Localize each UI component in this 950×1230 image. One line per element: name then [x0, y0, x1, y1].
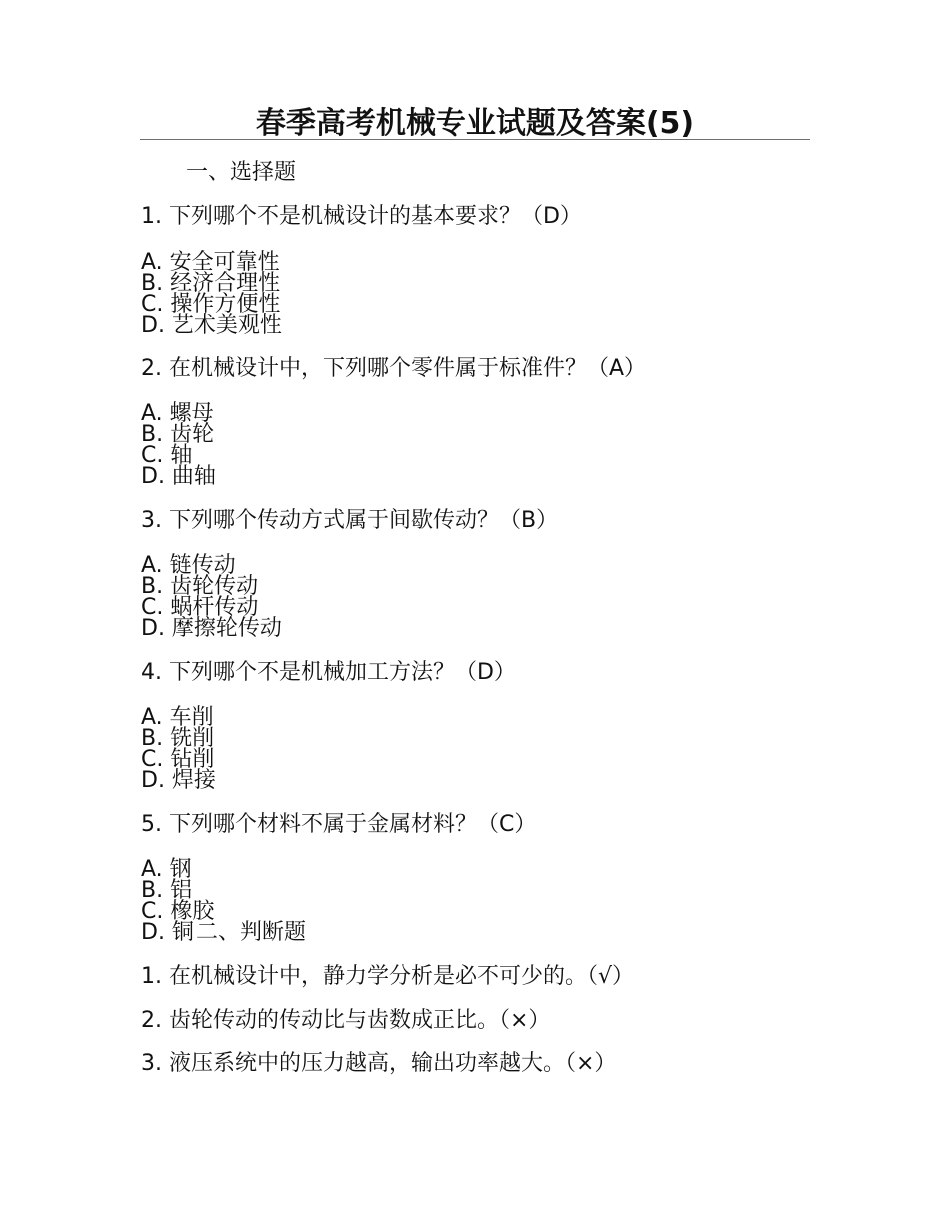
choice-question-2: 2. 在机械设计中，下列哪个零件属于标准件？（A） — [141, 356, 647, 381]
option-d: D. 摩擦轮传动 — [141, 616, 282, 641]
choice-options-5 — [141, 859, 306, 943]
title-underline — [140, 139, 810, 140]
option-c: C. 操作方便性 — [141, 292, 281, 317]
judgement-question-3: 3. 液压系统中的压力越高，输出功率越大。（×） — [141, 1051, 617, 1076]
choice-options-2 — [141, 403, 216, 487]
choice-question-5: 5. 下列哪个材料不属于金属材料？（C） — [141, 812, 537, 837]
option-c: C. 蜗杆传动 — [141, 595, 259, 620]
option-b: B. 齿轮传动 — [141, 574, 259, 599]
option-d — [141, 922, 306, 943]
choice-options-3 — [141, 555, 282, 639]
option-c: C. 橡胶 — [141, 899, 215, 924]
option-d: D. 曲轴 — [141, 464, 216, 489]
option-a: A. 车削 — [141, 705, 214, 730]
judgement-question-2: 2. 齿轮传动的传动比与齿数成正比。（×） — [141, 1008, 551, 1033]
choice-question-1: 1. 下列哪个不是机械设计的基本要求？（D） — [141, 204, 582, 229]
judgement-question-1: 1. 在机械设计中，静力学分析是必不可少的。（√） — [141, 964, 635, 989]
option-a: A. 螺母 — [141, 401, 214, 426]
choice-options-1 — [141, 252, 282, 336]
option-d-text: D. 铜 — [141, 920, 194, 945]
option-a: A. 安全可靠性 — [141, 250, 280, 275]
option-b: B. 铣削 — [141, 726, 215, 751]
choice-question-3: 3. 下列哪个传动方式属于间歇传动？（B） — [141, 508, 559, 533]
option-c: C. 轴 — [141, 443, 193, 468]
option-c: C. 钻削 — [141, 747, 215, 772]
choice-options-4 — [141, 707, 216, 791]
option-d: D. 焊接 — [141, 768, 216, 793]
option-b: B. 铝 — [141, 878, 193, 903]
option-b: B. 经济合理性 — [141, 271, 281, 296]
option-d: D. 艺术美观性 — [141, 313, 282, 338]
document-title: 春季高考机械专业试题及答案(5) — [255, 106, 695, 141]
section-heading-judgement: 二、判断题 — [195, 920, 306, 945]
option-a: A. 链传动 — [141, 553, 236, 578]
option-b: B. 齿轮 — [141, 422, 215, 447]
option-a: A. 钢 — [141, 857, 192, 882]
section-heading-choice: 一、选择题 — [186, 160, 297, 185]
choice-question-4: 4. 下列哪个不是机械加工方法？（D） — [141, 660, 516, 685]
